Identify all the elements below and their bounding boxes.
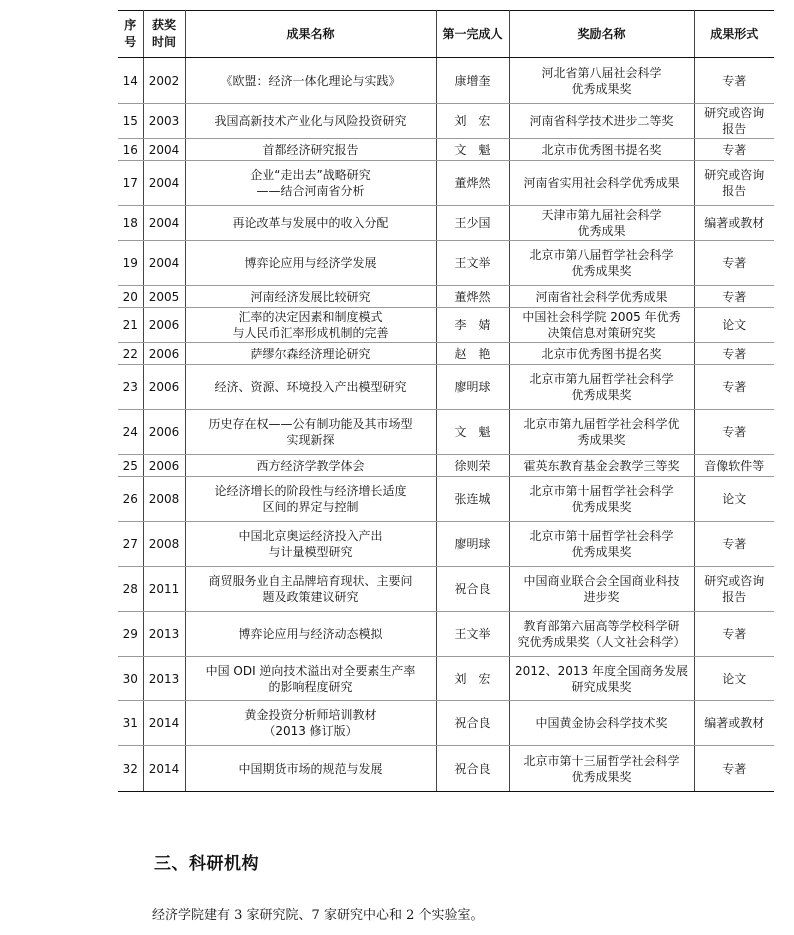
cell-seq: 18 [118,206,143,241]
cell-award-line: 霍英东教育基金会教学三等奖 [523,458,680,473]
cell-year: 2014 [143,701,185,746]
cell-year: 2008 [143,477,185,522]
cell-author: 王文举 [436,612,509,657]
cell-form-line: 报告 [722,590,747,604]
header-seq-line-1: 序 [124,18,137,32]
cell-award-line: 河南省社会科学优秀成果 [535,289,668,304]
cell-title [185,410,436,455]
cell-award [509,104,694,139]
header-title: 成果名称 [185,11,436,58]
cell-author: 康增奎 [436,58,509,104]
cell-form [694,58,774,104]
cell-form [694,410,774,455]
cell-form [694,746,774,792]
cell-year: 2006 [143,308,185,343]
cell-title [185,58,436,104]
cell-form-line: 专著 [722,142,747,157]
cell-award-line: 北京市第十届哲学社会科学 [529,529,674,543]
cell-award-line: 优秀成果 [577,224,626,238]
cell-form-line: 论文 [722,671,747,686]
cell-form [694,455,774,477]
cell-award-line: 优秀成果奖 [571,769,632,784]
cell-seq: 22 [118,343,143,365]
cell-award-line: 中国商业联合会全国商业科技 [523,574,680,588]
cell-form-line: 专著 [722,256,747,270]
table-row [118,58,774,104]
cell-form-line: 专著 [722,761,747,776]
cell-author: 祝合良 [436,701,509,746]
cell-form-line: 报告 [722,184,747,198]
cell-form-line: 专著 [722,380,747,394]
table-row [118,139,774,161]
cell-title-line: 题及政策建议研究 [262,590,359,604]
cell-year: 2014 [143,746,185,792]
table-body [118,58,774,792]
cell-title-line: 河南经济发展比较研究 [250,289,371,304]
cell-seq: 17 [118,161,143,206]
cell-form-line: 论文 [722,492,747,506]
cell-author: 李 婧 [436,308,509,343]
cell-year: 2011 [143,567,185,612]
cell-title [185,308,436,343]
cell-title-line: （2013 修订版） [263,724,358,738]
cell-author: 刘 宏 [436,104,509,139]
awards-table [118,10,774,792]
table-row [118,343,774,365]
table-row [118,746,774,792]
cell-seq: 15 [118,104,143,139]
cell-author: 廖明球 [436,365,509,410]
cell-title [185,746,436,792]
header-year [143,11,185,58]
cell-form [694,343,774,365]
cell-award-line: 2012、2013 年度全国商务发展 [515,663,688,678]
cell-award [509,286,694,308]
cell-author: 王文举 [436,241,509,286]
cell-author: 董烨然 [436,286,509,308]
cell-year: 2008 [143,522,185,567]
cell-year: 2003 [143,104,185,139]
cell-title-line: 首都经济研究报告 [262,142,359,157]
cell-seq: 14 [118,58,143,104]
cell-award-line: 中国黄金协会科学技术奖 [535,716,668,730]
table-row [118,612,774,657]
cell-award-line: 北京市第八届哲学社会科学 [529,248,674,262]
cell-award [509,612,694,657]
table-row [118,104,774,139]
cell-form-line: 研究或咨询 [704,168,765,182]
cell-title [185,567,436,612]
cell-award [509,161,694,206]
header-author: 第一完成人 [436,11,509,58]
cell-author: 祝合良 [436,746,509,792]
cell-award [509,567,694,612]
cell-award [509,343,694,365]
cell-title-line: 中国北京奥运经济投入产出 [238,529,383,543]
cell-title-line: 经济、资源、环境投入产出模型研究 [214,380,407,394]
cell-year: 2006 [143,365,185,410]
table-row [118,308,774,343]
cell-author: 董烨然 [436,161,509,206]
cell-title-line: 中国 ODI 逆向技术溢出对全要素生产率 [205,663,416,678]
cell-award-line: 北京市第十届哲学社会科学 [529,484,674,498]
cell-award-line: 进步奖 [583,590,620,604]
cell-title-line: 汇率的决定因素和制度模式 [238,310,383,324]
cell-title-line: 西方经济学教学体会 [256,458,365,473]
cell-award [509,477,694,522]
cell-form-line: 专著 [722,73,747,88]
cell-seq: 19 [118,241,143,286]
table-row [118,206,774,241]
cell-award [509,139,694,161]
cell-seq: 23 [118,365,143,410]
cell-title-line: 企业“走出去”战略研究 [250,168,371,182]
cell-title [185,365,436,410]
cell-title-line: 中国期货市场的规范与发展 [238,761,383,776]
cell-seq: 30 [118,657,143,701]
cell-form [694,365,774,410]
cell-year: 2004 [143,139,185,161]
cell-year: 2006 [143,343,185,365]
cell-award-line: 河南省实用社会科学优秀成果 [523,176,680,190]
cell-author: 张连城 [436,477,509,522]
cell-seq: 27 [118,522,143,567]
cell-title-line: 博弈论应用与经济学发展 [244,256,377,270]
cell-year: 2005 [143,286,185,308]
cell-award-line: 天津市第九届社会科学 [541,208,662,222]
cell-title [185,701,436,746]
table-header [118,11,774,58]
cell-form-line: 研究或咨询 [704,106,765,120]
cell-award-line: 优秀成果奖 [571,500,632,514]
section-paragraph: 经济学院建有 3 家研究院、7 家研究中心和 2 个实验室。 [152,908,484,923]
cell-title-line: 《欧盟：经济一体化理论与实践》 [220,73,401,88]
cell-award-line: 优秀成果奖 [571,264,632,278]
cell-title [185,343,436,365]
cell-award-line: 北京市优秀图书提名奖 [541,346,662,361]
cell-title [185,139,436,161]
cell-title [185,477,436,522]
table-row [118,161,774,206]
cell-title [185,612,436,657]
cell-award-line: 北京市第十三届哲学社会科学 [523,753,680,768]
cell-title-line: 区间的界定与控制 [262,500,359,514]
table-row [118,410,774,455]
cell-author: 祝合良 [436,567,509,612]
table-row [118,365,774,410]
cell-author: 赵 艳 [436,343,509,365]
cell-form-line: 专著 [722,346,747,361]
cell-seq: 29 [118,612,143,657]
cell-award [509,365,694,410]
cell-award-line: 究优秀成果奖（人文社会科学） [517,635,686,649]
cell-form [694,139,774,161]
cell-title-line: 再论改革与发展中的收入分配 [232,216,389,230]
cell-form [694,522,774,567]
table-row [118,286,774,308]
cell-form [694,241,774,286]
cell-form [694,161,774,206]
cell-form-line: 编著或教材 [704,216,765,230]
table-row [118,701,774,746]
cell-year: 2004 [143,161,185,206]
cell-seq: 21 [118,308,143,343]
cell-award-line: 北京市第九届哲学社会科学 [529,372,674,386]
cell-title-line: 与计量模型研究 [268,545,353,559]
header-form: 成果形式 [694,11,774,58]
cell-seq: 28 [118,567,143,612]
cell-title [185,522,436,567]
cell-title-line: 我国高新技术产业化与风险投资研究 [214,114,407,128]
section-heading: 三、科研机构 [154,854,259,874]
cell-year: 2013 [143,612,185,657]
cell-form [694,701,774,746]
cell-author: 廖明球 [436,522,509,567]
cell-title [185,241,436,286]
cell-form [694,612,774,657]
cell-author: 刘 宏 [436,657,509,701]
cell-form [694,286,774,308]
cell-year: 2004 [143,206,185,241]
table-row [118,657,774,701]
cell-form-line: 专著 [722,537,747,551]
table-row [118,477,774,522]
cell-title-line: 的影响程度研究 [268,679,353,694]
cell-form-line: 论文 [722,318,747,332]
cell-title [185,104,436,139]
cell-author: 文 魁 [436,139,509,161]
cell-seq: 32 [118,746,143,792]
cell-form-line: 专著 [722,289,747,304]
cell-title [185,455,436,477]
cell-title-line: 论经济增长的阶段性与经济增长适度 [214,484,407,498]
cell-award-line: 秀成果奖 [577,433,626,447]
cell-author: 文 魁 [436,410,509,455]
cell-author: 徐则荣 [436,455,509,477]
cell-award-line: 北京市第九届哲学社会科学优 [523,417,680,431]
cell-year: 2002 [143,58,185,104]
cell-form-line: 专著 [722,425,747,439]
cell-title-line: ——结合河南省分析 [256,184,365,198]
cell-title [185,206,436,241]
cell-award [509,746,694,792]
cell-title-line: 黄金投资分析师培训教材 [244,708,377,722]
cell-title-line: 实现新探 [286,433,335,447]
header-seq [118,11,143,58]
cell-form-line: 专著 [722,627,747,641]
cell-form-line: 研究或咨询 [704,574,765,588]
cell-year: 2004 [143,241,185,286]
cell-form-line: 报告 [722,122,747,136]
cell-award [509,58,694,104]
cell-award [509,657,694,701]
cell-award-line: 研究成果奖 [571,679,632,694]
cell-title-line: 萨缪尔森经济理论研究 [250,346,371,361]
cell-award-line: 北京市优秀图书提名奖 [541,142,662,157]
table-row [118,241,774,286]
table-row [118,522,774,567]
table-row [118,455,774,477]
cell-title-line: 与人民币汇率形成机制的完善 [232,326,389,340]
cell-award [509,522,694,567]
cell-award [509,455,694,477]
cell-title-line: 商贸服务业自主品牌培育现状、主要问 [208,574,413,588]
cell-form [694,104,774,139]
cell-title-line: 博弈论应用与经济动态模拟 [238,627,383,641]
cell-seq: 24 [118,410,143,455]
cell-title [185,286,436,308]
cell-year: 2006 [143,410,185,455]
header-year-line-2: 时间 [151,35,176,49]
cell-award-line: 河南省科学技术进步二等奖 [529,114,674,128]
cell-form [694,477,774,522]
cell-award-line: 优秀成果奖 [571,388,632,402]
cell-award-line: 优秀成果奖 [571,81,632,96]
cell-form-line: 音像软件等 [704,458,765,473]
cell-seq: 20 [118,286,143,308]
cell-award [509,410,694,455]
cell-seq: 26 [118,477,143,522]
table-row [118,567,774,612]
cell-form [694,308,774,343]
cell-form [694,567,774,612]
cell-seq: 31 [118,701,143,746]
cell-title [185,657,436,701]
cell-year: 2013 [143,657,185,701]
cell-award-line: 中国社会科学院 2005 年优秀 [522,310,681,324]
cell-author: 王少国 [436,206,509,241]
cell-form [694,657,774,701]
cell-award-line: 河北省第八届社会科学 [541,65,662,80]
cell-award-line: 决策信息对策研究奖 [547,326,656,340]
cell-award [509,241,694,286]
cell-award [509,206,694,241]
cell-award [509,701,694,746]
cell-year: 2006 [143,455,185,477]
cell-seq: 16 [118,139,143,161]
header-year-line-1: 获奖 [151,18,176,32]
cell-award-line: 教育部第六届高等学校科学研 [523,619,680,633]
cell-form [694,206,774,241]
cell-seq: 25 [118,455,143,477]
header-seq-line-2: 号 [124,35,137,49]
cell-title-line: 历史存在权——公有制功能及其市场型 [208,417,413,431]
header-award: 奖励名称 [509,11,694,58]
cell-award [509,308,694,343]
header-row [118,11,774,58]
cell-form-line: 编著或教材 [704,716,765,730]
cell-title [185,161,436,206]
cell-award-line: 优秀成果奖 [571,545,632,559]
